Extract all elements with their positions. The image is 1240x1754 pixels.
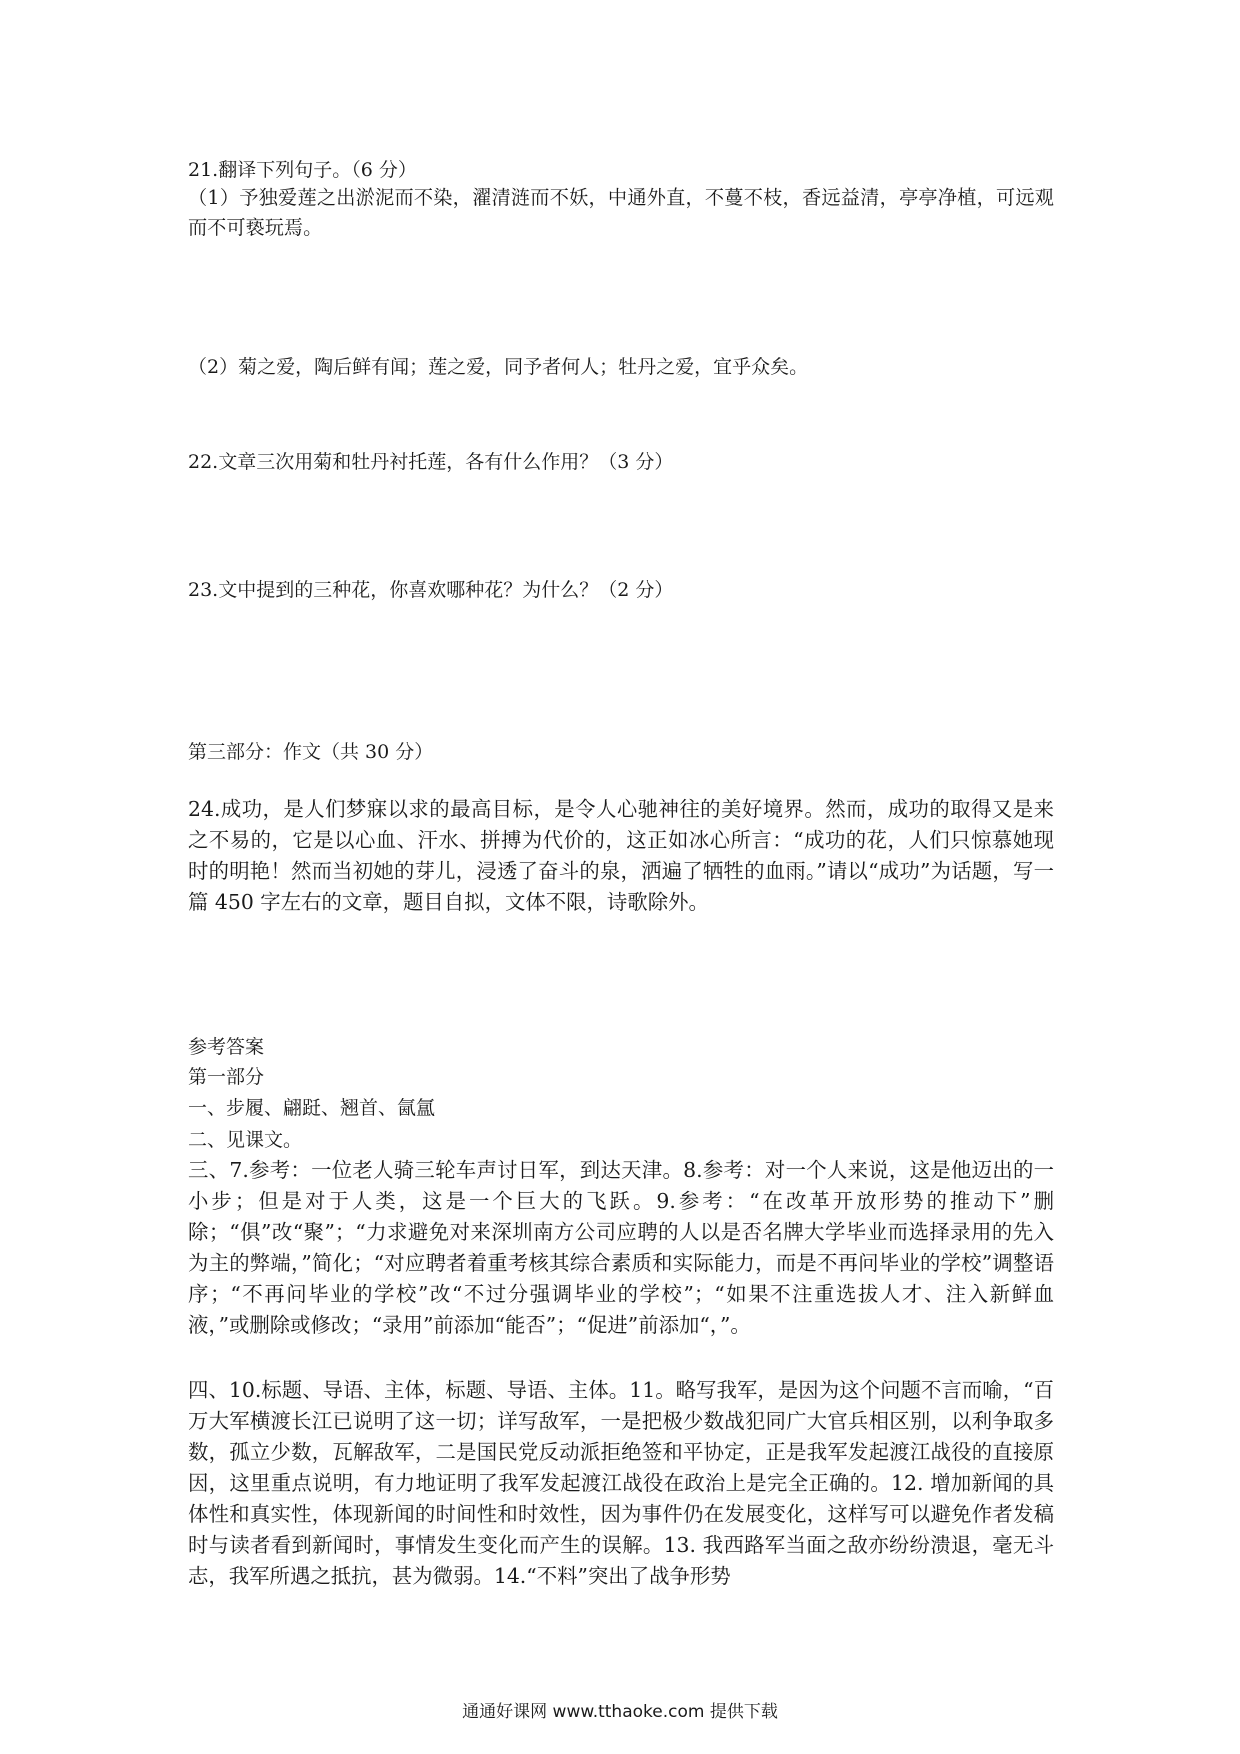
answer-4: 四、10.标题、导语、主体，标题、导语、主体。11。略写我军，是因为这个问题不言而喻，“百万大军横渡长江已说明了这一切；详写敌军，一是把极少数战犯同广大官兵相区别，以利争取多数，孤立少数，瓦解敌军，二是国民党反动派拒绝签和平协定，正是我军发起渡江战役的直接原因，这里重点说明，有力地证明了我军发起渡江战役在政治上是完全正确的。12. 增加新闻的具体性和真实性，体现新闻的时间性和时效性，因为事件仍在发展变化，这样写可以避免作者发稿时与读者看到新闻时，事情发生变化而产生的误解。13. 我西路军当面之敌亦纷纷溃退，毫无斗志，我军所遇之抵抗，甚为微弱。14.“不料”突出了战争形势: [188, 1378, 1054, 1588]
q21-sentence-1: （1）予独爱莲之出淤泥而不染，濯清涟而不妖，中通外直，不蔓不枝，香远益清，亭亭净植，可远观而不可亵玩焉。: [188, 186, 1054, 239]
exam-page: [188, 0, 1054, 1754]
q23-question: 23.文中提到的三种花，你喜欢哪种花？为什么？（2 分）: [188, 579, 674, 601]
q24-prompt: 24.成功，是人们梦寐以求的最高目标，是令人心驰神往的美好境界。然而，成功的取得又是来之不易的，它是以心血、汗水、拼搏为代价的，这正如冰心所言：“成功的花，人们只惊慕她现时的明艳！然而当初她的芽儿，浸透了奋斗的泉，洒遍了牺牲的血雨。”请以“成功”为话题，写一篇 450 字左右的文章，题目自拟，文体不限，诗歌除外。: [188, 797, 1054, 914]
answer-3: 三、7.参考：一位老人骑三轮车声讨日军，到达天津。8.参考：对一个人来说，这是他迈出的一小步；但是对于人类，这是一个巨大的飞跃。9.参考：“在改革开放形势的推动下”删除；“俱”改“聚”；“力求避免对来深圳南方公司应聘的人以是否名牌大学毕业而选择录用的先入为主的弊端，”简化；“对应聘者着重考核其综合素质和实际能力，而是不再问毕业的学校”调整语序；“不再问毕业的学校”改“不过分强调毕业的学校”；“如果不注重选拔人才、注入新鲜血液，”或删除或修改；“录用”前添加“能否”；“促进”前添加“，”。: [188, 1158, 1054, 1337]
page-footer: 通通好课网 www.tthaoke.com 提供下载: [462, 1702, 778, 1722]
answers-heading: 参考答案: [188, 1036, 265, 1058]
part3-heading: 第三部分：作文（共 30 分）: [188, 741, 434, 763]
answer-1: 一、步履、翩跹、翘首、氤氲: [188, 1097, 436, 1119]
q22-question: 22.文章三次用菊和牡丹衬托莲，各有什么作用？（3 分）: [188, 451, 674, 473]
answers-part1: 第一部分: [188, 1066, 265, 1088]
q21-sentence-2: （2）菊之爱，陶后鲜有闻；莲之爱，同予者何人；牡丹之爱，宜乎众矣。: [188, 356, 809, 378]
answer-2: 二、见课文。: [188, 1129, 303, 1151]
q21-title: 21.翻译下列句子。（6 分）: [188, 159, 417, 181]
